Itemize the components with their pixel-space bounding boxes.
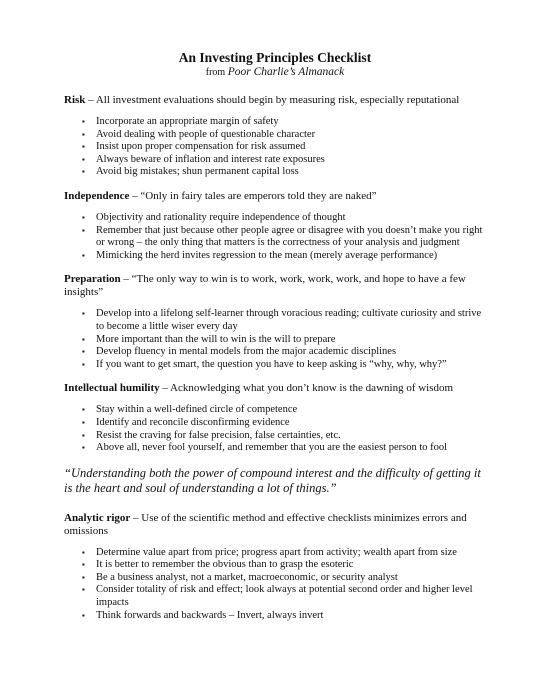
list-item-text: Determine value apart from price; progress apart from activity; wealth apart from size bbox=[96, 546, 457, 558]
section-separator: – bbox=[129, 189, 141, 202]
bullet-icon: ▪ bbox=[82, 443, 85, 453]
section-risk bbox=[64, 94, 486, 179]
list-item-text: Above all, never fool yourself, and remember that you are the easiest person to fool bbox=[96, 442, 448, 454]
section-list bbox=[64, 212, 486, 262]
section-independence bbox=[64, 190, 486, 262]
section-list bbox=[64, 547, 486, 623]
list-item bbox=[82, 166, 486, 179]
list-item bbox=[82, 358, 486, 372]
list-item bbox=[82, 442, 486, 455]
section-name: Intellectual humility bbox=[64, 382, 160, 395]
section-separator: – bbox=[120, 273, 132, 286]
list-item bbox=[82, 571, 486, 585]
bullet-icon: ▪ bbox=[82, 334, 85, 344]
list-item bbox=[82, 416, 486, 430]
section-heading bbox=[64, 382, 486, 395]
subtitle-prefix: from bbox=[205, 67, 226, 78]
section-list bbox=[64, 308, 486, 371]
list-item bbox=[82, 249, 486, 263]
list-item bbox=[82, 153, 486, 167]
section-separator: – bbox=[130, 511, 142, 524]
list-item-text: Avoid big mistakes; shun permanent capital loss bbox=[96, 166, 299, 178]
section-separator: – bbox=[85, 94, 96, 106]
list-item bbox=[82, 546, 486, 560]
list-item-text: Be a business analyst, not a market, macroeconomic, or security analyst bbox=[96, 571, 398, 583]
section-name: Analytic rigor bbox=[64, 511, 131, 524]
list-item bbox=[82, 333, 486, 347]
list-item bbox=[82, 584, 486, 609]
bullet-icon: ▪ bbox=[82, 610, 85, 620]
bullet-icon: ▪ bbox=[82, 347, 85, 357]
bullet-icon: ▪ bbox=[82, 154, 85, 164]
list-item-text: Think forwards and backwards – Invert, always invert bbox=[96, 609, 324, 621]
list-item-text: Resist the craving for false precision, false certainties, etc. bbox=[96, 429, 341, 441]
bullet-icon: ▪ bbox=[82, 129, 85, 139]
section-heading bbox=[64, 190, 486, 203]
bullet-icon: ▪ bbox=[82, 250, 85, 260]
list-item bbox=[82, 404, 486, 417]
section-intellectual-humility bbox=[64, 382, 486, 454]
bullet-icon: ▪ bbox=[82, 585, 85, 595]
bullet-icon: ▪ bbox=[82, 225, 85, 235]
list-item-text: Insist upon proper compensation for risk assumed bbox=[96, 141, 306, 153]
list-item-text: Always beware of inflation and interest rate exposures bbox=[96, 153, 325, 165]
bullet-icon: ▪ bbox=[82, 359, 85, 369]
list-item bbox=[82, 559, 486, 572]
bullet-icon: ▪ bbox=[82, 167, 85, 177]
section-name: Independence bbox=[64, 189, 130, 202]
section-description: Use of the scientific method and effective checklists minimizes errors and omissions bbox=[64, 511, 467, 537]
list-item-text: More important than the will to win is the will to prepare bbox=[96, 333, 336, 345]
list-item bbox=[82, 346, 486, 359]
list-item-text: Incorporate an appropriate margin of safety bbox=[96, 116, 279, 127]
bullet-icon: ▪ bbox=[82, 117, 85, 126]
book-title: Poor Charlie’s Almanack bbox=[227, 66, 345, 78]
bullet-icon: ▪ bbox=[82, 142, 85, 152]
list-item-text: Mimicking the herd invites regression to the mean (merely average performance) bbox=[96, 249, 438, 261]
section-description: All investment evaluations should begin by measuring risk, especially reputational bbox=[95, 94, 460, 106]
list-item bbox=[82, 429, 486, 443]
list-item bbox=[82, 308, 486, 333]
section-separator: – bbox=[159, 382, 171, 395]
list-item bbox=[82, 128, 486, 142]
section-list bbox=[64, 404, 486, 454]
section-description: Acknowledging what you don’t know is the dawning of wisdom bbox=[170, 382, 454, 395]
bullet-icon: ▪ bbox=[82, 417, 85, 427]
bullet-icon: ▪ bbox=[82, 309, 85, 319]
bullet-icon: ▪ bbox=[82, 405, 85, 415]
section-name: Preparation bbox=[64, 273, 121, 286]
list-item-text: Consider totality of risk and effect; look always at potential second order and higher level impacts bbox=[96, 584, 473, 609]
list-item-text: If you want to get smart, the question you have to keep asking is “why, why, why?” bbox=[96, 358, 447, 370]
list-item-text: Remember that just because other people agree or disagree with you doesn’t make you right or wrong – the only thing that matters is the correctness of your analysis and judgment bbox=[96, 224, 483, 249]
section-list bbox=[64, 116, 486, 179]
bullet-icon: ▪ bbox=[82, 560, 85, 570]
pull-quote: “Understanding both the power of compound interest and the difficulty of getting it is the heart and soul of understanding a lot of things.” bbox=[64, 465, 481, 495]
section-heading bbox=[64, 94, 486, 107]
document-title: An Investing Principles Checklist bbox=[178, 50, 372, 65]
list-item bbox=[82, 116, 486, 129]
bullet-icon: ▪ bbox=[82, 547, 85, 557]
list-item bbox=[82, 224, 486, 250]
section-analytic-rigor bbox=[64, 512, 486, 623]
bullet-icon: ▪ bbox=[82, 430, 85, 440]
section-heading bbox=[64, 512, 486, 538]
section-name: Risk bbox=[64, 94, 86, 106]
section-description: “Only in fairy tales are emperors told they are naked” bbox=[140, 189, 377, 202]
list-item-text: Objectivity and rationality require independence of thought bbox=[96, 211, 346, 223]
document-header bbox=[64, 50, 486, 79]
bullet-icon: ▪ bbox=[82, 212, 85, 222]
list-item-text: Develop fluency in mental models from the major academic disciplines bbox=[96, 346, 397, 358]
bullet-icon: ▪ bbox=[82, 572, 85, 582]
list-item bbox=[82, 141, 486, 154]
section-description: “The only way to win is to work, work, work, work, and hope to have a few insights” bbox=[64, 273, 466, 299]
list-item-text: Identify and reconcile disconfirming evidence bbox=[96, 416, 290, 428]
list-item bbox=[82, 211, 486, 225]
list-item-text: Avoid dealing with people of questionable character bbox=[96, 128, 316, 140]
list-item-text: It is better to remember the obvious than to grasp the esoteric bbox=[96, 559, 354, 571]
list-item bbox=[82, 609, 486, 623]
section-preparation bbox=[64, 273, 486, 371]
section-heading bbox=[64, 273, 486, 299]
list-item-text: Develop into a lifelong self-learner through voracious reading; cultivate curiosity and strive to become a little wiser every day bbox=[96, 308, 482, 332]
list-item-text: Stay within a well-defined circle of competence bbox=[96, 404, 298, 416]
document-subtitle bbox=[64, 66, 486, 79]
